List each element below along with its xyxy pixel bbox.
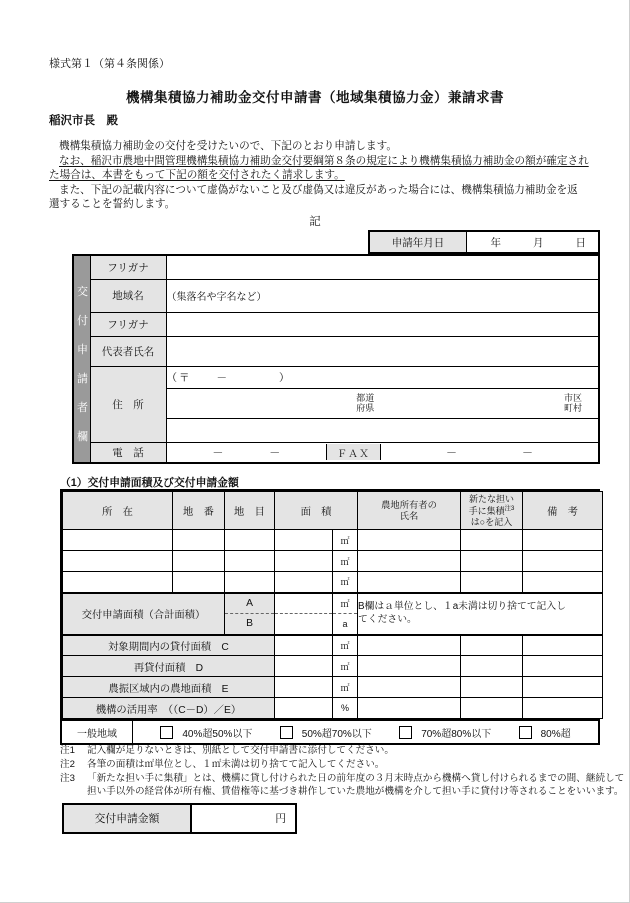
year-label: 年: [490, 236, 501, 249]
rate-option-2: [280, 725, 372, 740]
section1-heading: （1）交付申請面積及び交付申請金額: [60, 477, 239, 489]
applicant-section-side-label-cell: [73, 255, 90, 463]
rate-options: [133, 721, 598, 743]
utilization-rate-value: [275, 698, 333, 719]
region-name-field: （集落名や字名など）: [166, 279, 599, 312]
area-value-cell: [275, 530, 333, 551]
phone-dash-1: －: [212, 447, 224, 460]
owner-cell: [358, 572, 461, 593]
paragraph-2-line2: た場合は、本書をもって下記の額を交付されたく請求します。: [49, 169, 345, 182]
owner-header-line1: 農地所有者の: [381, 499, 437, 510]
paragraph-2-line1: なお、稲沢市農地中間管理機構集積協力補助金交付要綱第８条の規定により機構集積協力補助金の額が確定され: [59, 154, 589, 167]
region-name-label: 地域名: [90, 279, 166, 312]
total-area-a-unit: ㎡: [333, 593, 358, 614]
application-area-table: [60, 489, 600, 745]
fax-dash-1: －: [446, 447, 458, 460]
note-1-label: 注1: [60, 745, 75, 756]
new-farmer-line2: 手に集積: [468, 506, 505, 517]
checkbox-70-80[interactable]: [399, 726, 412, 739]
note-1: [60, 744, 612, 758]
paragraph-1: 機構集積協力補助金の交付を受けたいので、下記のとおり申請します。: [59, 140, 397, 152]
new-farmer-cell: [461, 530, 523, 551]
paragraph-3-line2: 還することを誓約します。: [49, 198, 176, 211]
rate-option-1: [160, 725, 252, 740]
note-2-label: 注2: [60, 758, 75, 770]
row-d-unit: ㎡: [333, 656, 358, 677]
prefecture-hint: [167, 393, 565, 413]
rate-option-3-label: 70%超80%以下: [421, 728, 492, 740]
row-d-label: 再貸付面積 D: [63, 656, 275, 677]
application-amount-field: [192, 805, 295, 832]
page-title: 機構集積協力補助金交付申請書（地域集積協力金）兼請求書: [126, 90, 504, 105]
total-area-b-value: [275, 614, 333, 635]
furigana-field-2: [166, 312, 599, 336]
city-hint-top: 市区: [564, 393, 583, 403]
new-farmer-cell: [461, 551, 523, 572]
fax-dash-2: －: [522, 447, 533, 460]
crossed-out-cell: [523, 698, 603, 719]
address-line2-field: [166, 418, 599, 442]
utilization-rate-unit: %: [333, 698, 358, 719]
location-cell: [63, 572, 173, 593]
land-category-cell: [225, 530, 275, 551]
body-paragraphs: [49, 139, 609, 212]
area-unit: ㎡: [333, 530, 358, 551]
row-c-value: [275, 635, 333, 656]
prefecture-hint-bottom: 府県: [356, 403, 375, 413]
note-2-text: 各筆の面積は㎡単位とし、１㎡未満は切り捨てて記入してください。: [87, 758, 385, 770]
rate-option-4-label: 80%超: [540, 728, 571, 740]
lot-number-cell: [173, 551, 225, 572]
yen-unit-label: 円: [275, 813, 286, 825]
form-number: 様式第１（第４条関係）: [49, 58, 170, 70]
owner-cell: [358, 530, 461, 551]
application-date-box: [368, 230, 600, 254]
row-d-value: [275, 656, 333, 677]
crossed-out-cell: [358, 635, 461, 656]
utilization-rate-label: 機構の活用率 （（C－D）／E）: [63, 698, 275, 719]
col-header-new-farmer: [461, 492, 523, 530]
row-c-label: 対象期間内の貸付面積 C: [63, 635, 275, 656]
total-area-label: 交付申請面積（合計面積）: [63, 593, 225, 635]
ab-note: [358, 593, 603, 635]
application-amount-label: 交付申請金額: [64, 805, 192, 832]
crossed-out-cell: [461, 656, 523, 677]
checkbox-40-50[interactable]: [160, 726, 173, 739]
general-area-row: [62, 719, 598, 743]
ab-note-line1: B欄はａ単位とし、１a未満は切り捨てて記入し: [358, 601, 566, 612]
phone-fax-cell: [166, 442, 599, 463]
crossed-out-cell: [358, 656, 461, 677]
note-2: [60, 758, 612, 772]
crossed-out-cell: [358, 698, 461, 719]
prefecture-hint-top: 都道: [356, 393, 375, 403]
address-line1-field: [166, 388, 599, 418]
city-hint: [564, 393, 598, 413]
row-a-label: A: [225, 593, 275, 614]
col-header-lot-number: 地 番: [173, 492, 225, 530]
phone-dash-2: －: [269, 447, 281, 460]
furigana-field-1: [166, 255, 599, 279]
total-area-a-value: [275, 593, 333, 614]
rate-option-4: [519, 725, 571, 740]
representative-name-field: [166, 336, 599, 366]
land-category-cell: [225, 551, 275, 572]
area-value-cell: [275, 572, 333, 593]
area-unit: ㎡: [333, 551, 358, 572]
note-1-text: 記入欄が足りないときは、別紙として交付申請書に添付してください。: [87, 745, 394, 756]
note-3-label: 注3: [60, 772, 75, 784]
row-e-label: 農振区域内の農地面積 E: [63, 677, 275, 698]
furigana-label-1: フリガナ: [90, 255, 166, 279]
fax-label: ＦＡＸ: [326, 444, 381, 460]
owner-cell: [358, 551, 461, 572]
rate-option-1-label: 40%超50%以下: [182, 728, 253, 740]
remarks-cell: [523, 572, 603, 593]
row-b-label: B: [225, 614, 275, 635]
location-cell: [63, 530, 173, 551]
remarks-cell: [523, 551, 603, 572]
crossed-out-cell: [523, 677, 603, 698]
row-e-unit: ㎡: [333, 677, 358, 698]
postal-code-field: （〒 － ）: [166, 366, 599, 388]
col-header-land-category: 地 目: [225, 492, 275, 530]
note-3-line2: 担い手以外の経営体が所有権、賃借権等に基づき耕作していた農地が機構を介して担い手に貸付け等されることをいいます。: [87, 786, 624, 798]
ab-note-line2: てください。: [358, 613, 417, 625]
fax-field: [381, 444, 598, 460]
checkbox-80-over[interactable]: [519, 726, 532, 739]
col-header-area: 面 積: [275, 492, 358, 530]
crossed-out-cell: [523, 635, 603, 656]
new-farmer-cell: [461, 572, 523, 593]
crossed-out-cell: [461, 635, 523, 656]
note-3-line1: 「新たな担い手に集積」とは、機構に貸し付けられた日の前年度の３月末時点から機構へ貸し付けられるまでの間、継続して: [87, 772, 625, 784]
footnotes: [60, 744, 625, 799]
applicant-section-side-label: 交付申請者欄: [77, 286, 88, 443]
application-amount-box: [62, 803, 297, 834]
col-header-location: 所 在: [63, 492, 173, 530]
total-area-b-unit: a: [333, 614, 358, 635]
month-label: 月: [533, 236, 544, 249]
area-value-cell: [275, 551, 333, 572]
phone-label: 電 話: [90, 442, 166, 463]
col-header-remarks: 備 考: [523, 492, 603, 530]
crossed-out-cell: [461, 677, 523, 698]
note-3: [60, 772, 625, 800]
row-c-unit: ㎡: [333, 635, 358, 656]
city-hint-bottom: 町村: [564, 403, 583, 413]
address-label: 住 所: [90, 366, 166, 442]
addressee: 稲沢市長 殿: [49, 115, 118, 127]
area-unit: ㎡: [333, 572, 358, 593]
rate-option-3: [399, 725, 491, 740]
checkbox-50-70[interactable]: [280, 726, 293, 739]
location-cell: [63, 551, 173, 572]
owner-header-line2: 氏名: [399, 510, 419, 521]
lot-number-cell: [173, 572, 225, 593]
crossed-out-cell: [461, 698, 523, 719]
note-3-text: [87, 772, 624, 800]
applicant-table: [72, 254, 600, 464]
new-farmer-note-ref: 注3: [504, 505, 515, 513]
lot-number-cell: [173, 530, 225, 551]
new-farmer-line3: は○を記入: [470, 516, 513, 527]
remarks-cell: [523, 530, 603, 551]
ki-mark: 記: [309, 216, 321, 228]
land-category-cell: [225, 572, 275, 593]
crossed-out-cell: [523, 656, 603, 677]
application-date-field: [467, 232, 598, 252]
general-area-label: 一般地域: [62, 721, 133, 743]
representative-name-label: 代表者氏名: [90, 336, 166, 366]
new-farmer-line1: 新たな担い: [469, 493, 515, 504]
paragraph-3-line1: また、下記の記載内容について虚偽がないこと及び虚偽又は違反があった場合には、機構集積協力補助金を返: [59, 183, 578, 196]
phone-field: [167, 444, 327, 460]
rate-option-2-label: 50%超70%以下: [301, 728, 372, 740]
application-date-label: 申請年月日: [370, 232, 467, 252]
furigana-label-2: フリガナ: [90, 312, 166, 336]
row-e-value: [275, 677, 333, 698]
day-label: 日: [575, 236, 586, 249]
crossed-out-cell: [358, 677, 461, 698]
col-header-owner: [358, 492, 461, 530]
